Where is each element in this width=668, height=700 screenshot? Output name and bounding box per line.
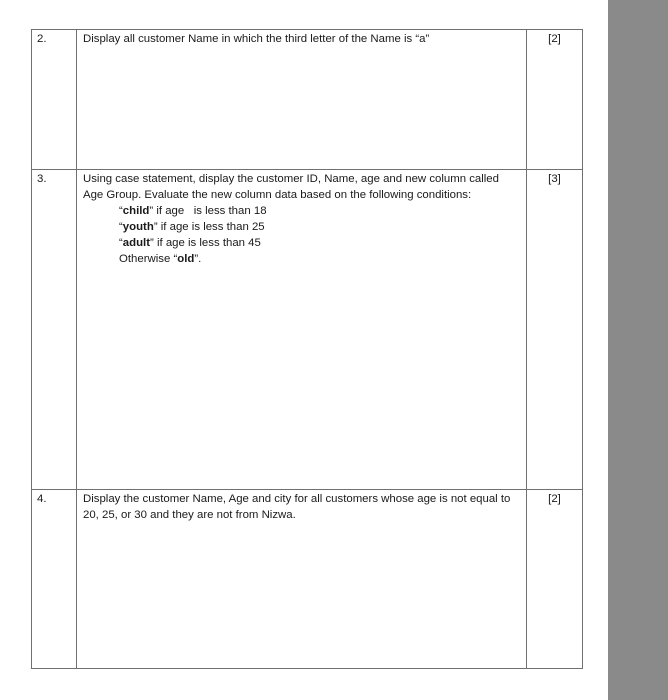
condition-otherwise: Otherwise “old”. — [119, 253, 202, 265]
questions-table — [31, 29, 583, 669]
question-marks: [2] — [527, 30, 583, 170]
condition-child: “child” if age is less than 18 — [119, 205, 267, 217]
question-text: Display the customer Name, Age and city for all customers whose age is not equal to 20, 25, or 30 and they are not from Nizwa. — [77, 490, 527, 669]
question-number: 3. — [32, 170, 77, 490]
question-text-cell — [77, 170, 527, 490]
condition-adult: “adult” if age is less than 45 — [119, 237, 261, 249]
conditions-list — [83, 203, 516, 267]
question-text: Using case statement, display the customer ID, Name, age and new column called Age Group. Evaluate the new column data based on the following conditions: — [83, 173, 499, 201]
question-marks: [3] — [527, 170, 583, 490]
right-gray-margin — [608, 0, 668, 700]
question-row-4 — [32, 490, 583, 669]
condition-youth: “youth” if age is less than 25 — [119, 221, 265, 233]
question-row-2 — [32, 30, 583, 170]
question-row-3 — [32, 170, 583, 490]
question-number: 4. — [32, 490, 77, 669]
question-marks: [2] — [527, 490, 583, 669]
question-text: Display all customer Name in which the third letter of the Name is “a” — [77, 30, 527, 170]
question-number: 2. — [32, 30, 77, 170]
